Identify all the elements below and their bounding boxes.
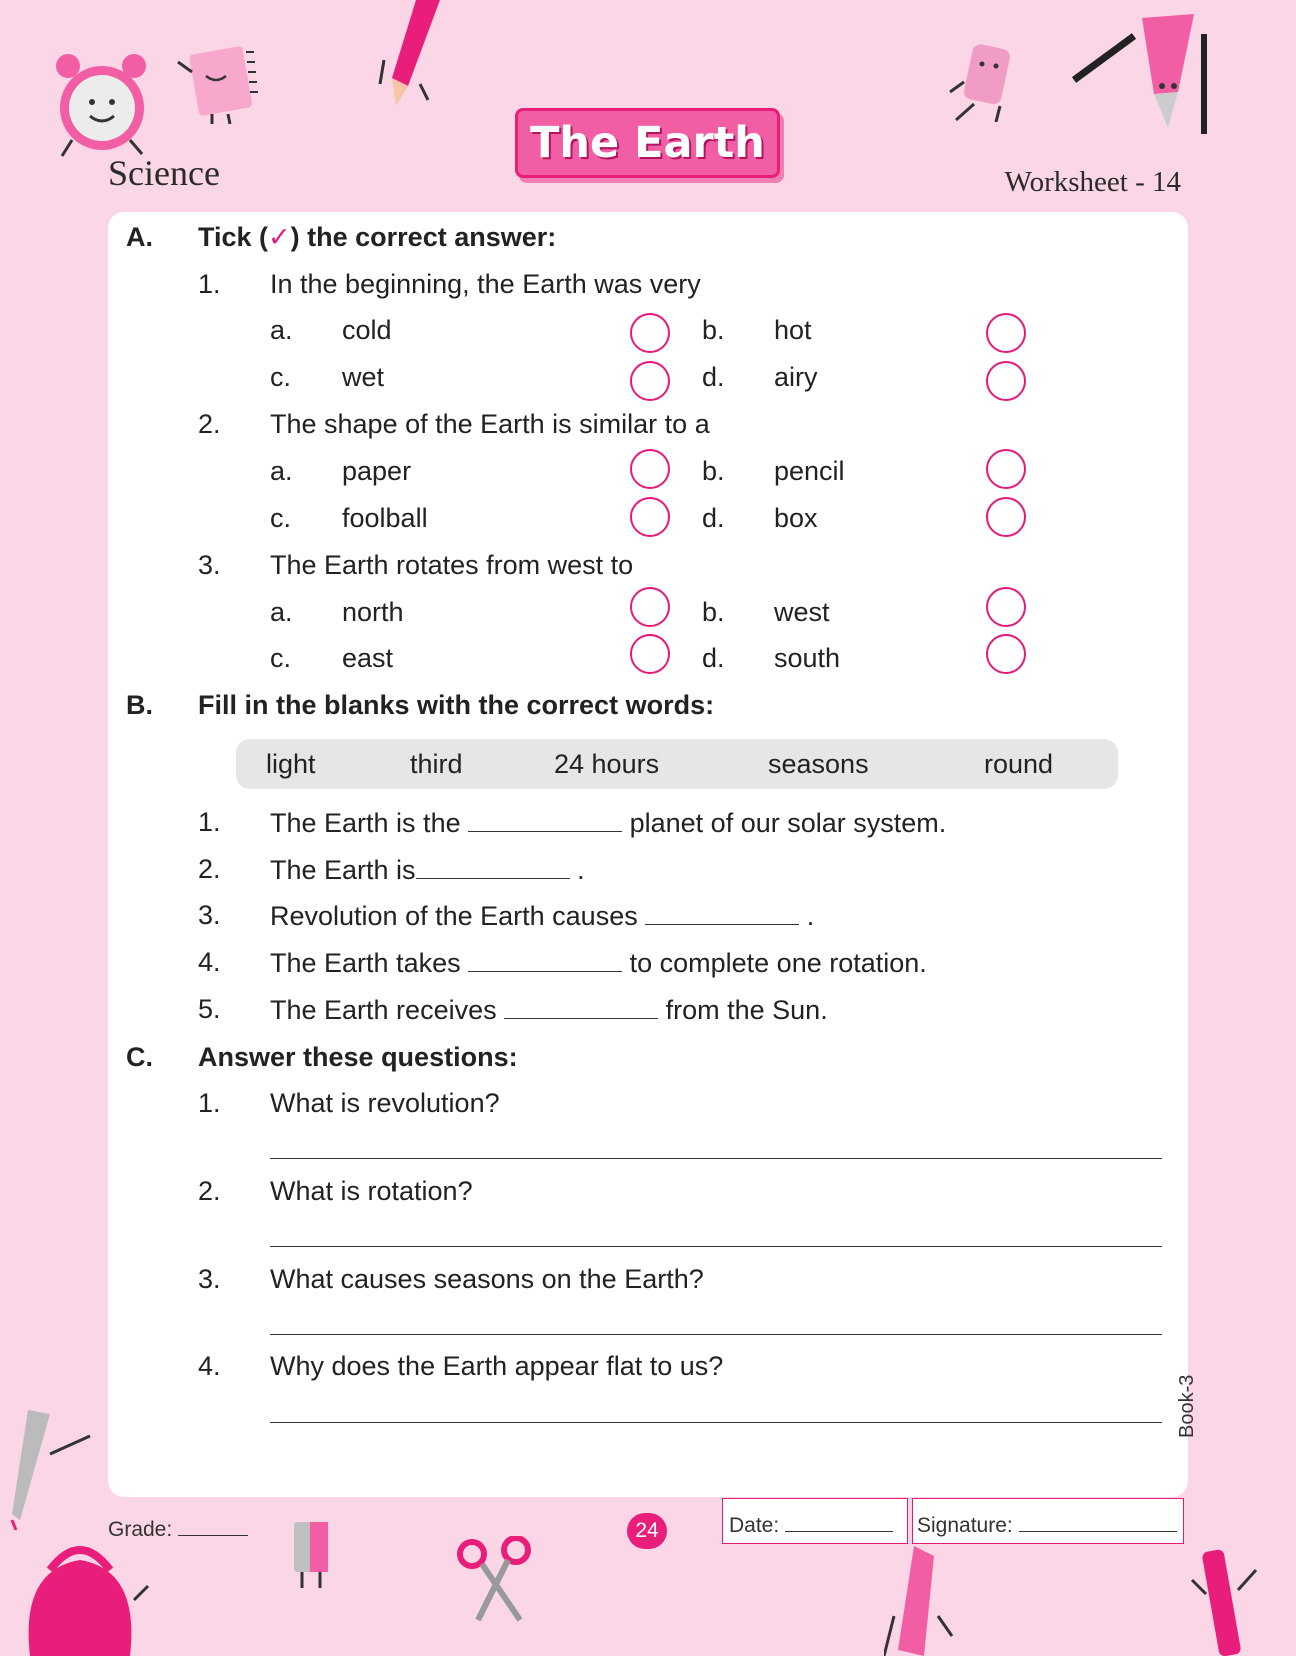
option-label: b. [702, 597, 725, 627]
word-bank-item: seasons [768, 749, 869, 779]
blank-line[interactable] [645, 900, 799, 925]
question-number: 2. [198, 1176, 221, 1206]
question-text-before: Revolution of the Earth causes [270, 901, 646, 931]
pencil-character-small-icon [884, 1546, 964, 1656]
question-text-after: to complete one rotation. [622, 948, 927, 978]
alarm-clock-icon [52, 42, 152, 160]
date-blank[interactable] [785, 1513, 893, 1532]
option-text: east [342, 643, 394, 673]
option-text: hot [774, 315, 812, 345]
big-pencil-character-icon [1070, 8, 1210, 138]
answer-circle-a3b[interactable] [986, 587, 1026, 627]
answer-circle-a2a[interactable] [630, 449, 670, 489]
answer-line-1[interactable] [270, 1158, 1162, 1159]
blank-line[interactable] [468, 947, 622, 972]
option-label: c. [270, 503, 292, 533]
question-text-before: The Earth is [270, 855, 416, 885]
answer-circle-a1b[interactable] [986, 313, 1026, 353]
eraser-character-icon [946, 42, 1026, 122]
option-label: a. [270, 315, 293, 345]
question-number: 2. [198, 409, 221, 439]
option-text: cold [342, 315, 392, 345]
notebook-character-icon [176, 42, 260, 126]
question-text: The Earth rotates from west to [270, 550, 634, 580]
section-a-instruction-prefix: Tick ( [198, 222, 269, 252]
answer-line-2[interactable] [270, 1246, 1162, 1247]
section-b-letter: B. [126, 690, 153, 720]
option-label: b. [702, 456, 725, 486]
book-label: Book-3 [1176, 1374, 1198, 1438]
question-number: 4. [198, 1351, 221, 1381]
grade-blank[interactable] [178, 1517, 248, 1536]
option-label: d. [702, 503, 725, 533]
pen-character-icon [1190, 1540, 1270, 1656]
question-number: 5. [198, 994, 221, 1024]
question-number: 1. [198, 1088, 221, 1118]
section-c-letter: C. [126, 1042, 153, 1072]
option-label: b. [702, 315, 725, 345]
option-label: d. [702, 643, 725, 673]
answer-circle-a1c[interactable] [630, 361, 670, 401]
question-text-after: planet of our solar system. [622, 808, 947, 838]
worksheet-number: Worksheet - 14 [1004, 166, 1181, 198]
question-text: What is rotation? [270, 1176, 473, 1206]
option-label: a. [270, 456, 293, 486]
question-number: 3. [198, 1264, 221, 1294]
option-text: north [342, 597, 404, 627]
question-number: 3. [198, 550, 221, 580]
blank-line[interactable] [504, 994, 658, 1019]
answer-circle-a1a[interactable] [630, 313, 670, 353]
word-bank-item: round [984, 749, 1054, 779]
word-bank-item: third [410, 749, 463, 779]
section-a-instruction-suffix: ) the correct answer: [290, 222, 557, 252]
grade-field [108, 1517, 248, 1542]
subject-label: Science [108, 153, 220, 193]
blank-line[interactable] [416, 854, 570, 879]
date-label: Date: [729, 1514, 780, 1537]
grade-label: Grade: [108, 1518, 173, 1541]
question-text-after: from the Sun. [658, 995, 828, 1025]
word-bank-item: 24 hours [554, 749, 660, 779]
option-text: pencil [774, 456, 845, 486]
option-text: west [774, 597, 830, 627]
section-a-letter: A. [126, 222, 153, 252]
answer-circle-a2d[interactable] [986, 497, 1026, 537]
option-label: c. [270, 643, 292, 673]
option-text: foolball [342, 503, 428, 533]
answer-circle-a3c[interactable] [630, 634, 670, 674]
option-label: c. [270, 362, 292, 392]
question-number: 4. [198, 947, 221, 977]
question-text-after: . [799, 901, 815, 931]
option-text: paper [342, 456, 412, 486]
option-text: airy [774, 362, 818, 392]
date-box [722, 1498, 908, 1544]
signature-label: Signature: [917, 1514, 1013, 1537]
question-text-before: The Earth takes [270, 948, 469, 978]
section-c-instruction: Answer these questions: [198, 1042, 518, 1072]
worksheet-card [108, 212, 1188, 1497]
answer-circle-a3d[interactable] [986, 634, 1026, 674]
signature-box [912, 1498, 1184, 1544]
question-number: 2. [198, 854, 221, 884]
option-label: d. [702, 362, 725, 392]
option-label: a. [270, 597, 293, 627]
question-text: Why does the Earth appear flat to us? [270, 1351, 724, 1381]
answer-circle-a1d[interactable] [986, 361, 1026, 401]
tick-icon: ✓ [268, 222, 291, 252]
question-text: In the beginning, the Earth was very [270, 269, 701, 299]
word-bank-item: light [266, 749, 316, 779]
question-text: What is revolution? [270, 1088, 500, 1118]
question-text-after: . [569, 855, 585, 885]
question-number: 1. [198, 269, 221, 299]
option-text: box [774, 503, 818, 533]
signature-blank[interactable] [1019, 1513, 1177, 1532]
answer-line-4[interactable] [270, 1422, 1162, 1423]
question-text-before: The Earth receives [270, 995, 505, 1025]
question-text-before: The Earth is the [270, 808, 469, 838]
word-bank [236, 739, 1118, 789]
answer-circle-a3a[interactable] [630, 587, 670, 627]
answer-line-3[interactable] [270, 1334, 1162, 1335]
pencil-character-icon [378, 0, 448, 112]
answer-circle-a2c[interactable] [630, 497, 670, 537]
page-number: 24 [627, 1513, 667, 1549]
page-title-text: The Earth [530, 118, 765, 168]
blank-line[interactable] [468, 807, 622, 832]
scissors-icon [456, 1536, 536, 1622]
question-text: What causes seasons on the Earth? [270, 1264, 704, 1294]
option-text: south [774, 643, 841, 673]
question-number: 3. [198, 900, 221, 930]
question-number: 1. [198, 807, 221, 837]
question-text: The shape of the Earth is similar to a [270, 409, 710, 439]
option-text: wet [342, 362, 385, 392]
sharpener-character-icon [284, 1518, 344, 1590]
page-title [515, 108, 780, 178]
section-b-instruction: Fill in the blanks with the correct words: [198, 690, 715, 720]
answer-circle-a2b[interactable] [986, 449, 1026, 489]
